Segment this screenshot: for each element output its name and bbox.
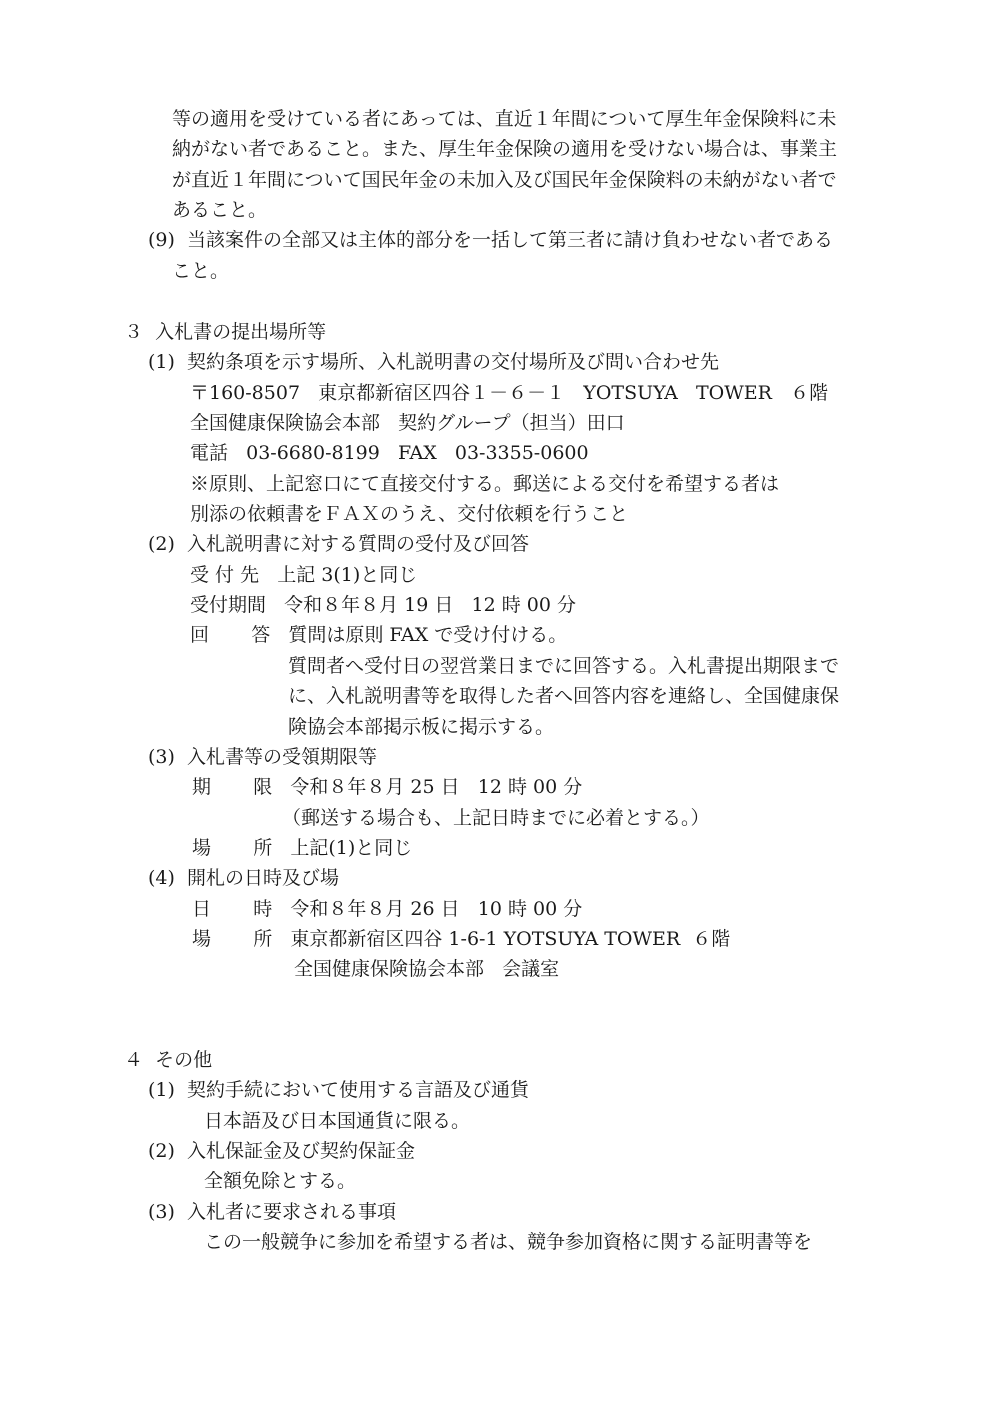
text-line: 受 付 先 上記 3(1)と同じ bbox=[190, 564, 418, 586]
text-line: (3) 入札者に要求される事項 bbox=[148, 1201, 396, 1223]
text-line: (9) 当該案件の全部又は主体的部分を一括して第三者に請け負わせない者である bbox=[148, 229, 833, 251]
text-line: 〒160-8507 東京都新宿区四谷１－６－１ YOTSUYA TOWER ６階 bbox=[190, 382, 829, 404]
text-line: あること。 bbox=[172, 199, 268, 221]
text-line: 日 時 令和８年８月 26 日 10 時 00 分 bbox=[192, 898, 583, 920]
text-line: (3) 入札書等の受領期限等 bbox=[148, 746, 377, 768]
text-line: (4) 開札の日時及び場 bbox=[148, 867, 339, 889]
text-line: 場 所 東京都新宿区四谷 1-6-1 YOTSUYA TOWER ６階 bbox=[192, 928, 731, 950]
text-line: (1) 契約条項を示す場所、入札説明書の交付場所及び問い合わせ先 bbox=[148, 351, 719, 373]
text-line: 受付期間 令和８年８月 19 日 12 時 00 分 bbox=[190, 594, 576, 616]
text-line: (1) 契約手続において使用する言語及び通貨 bbox=[148, 1079, 529, 1101]
text-line: ３ 入札書の提出場所等 bbox=[124, 321, 327, 343]
text-line: 全額免除とする。 bbox=[204, 1170, 357, 1192]
text-line: こと。 bbox=[172, 260, 230, 282]
text-line: この一般競争に参加を希望する者は、競争参加資格に関する証明書等を bbox=[204, 1231, 813, 1253]
text-line: 全国健康保険協会本部 会議室 bbox=[294, 958, 560, 980]
text-line: 日本語及び日本国通貨に限る。 bbox=[204, 1110, 471, 1132]
text-line: （郵送する場合も、上記日時までに必着とする。） bbox=[282, 807, 710, 829]
text-line: 全国健康保険協会本部 契約グループ（担当）田口 bbox=[190, 412, 625, 434]
text-line: (2) 入札説明書に対する質問の受付及び回答 bbox=[148, 533, 529, 555]
text-line: (2) 入札保証金及び契約保証金 bbox=[148, 1140, 415, 1162]
text-line: 電話 03-6680-8199 FAX 03-3355-0600 bbox=[190, 442, 589, 464]
text-line: 質問者へ受付日の翌営業日までに回答する。入札書提出期限まで bbox=[288, 655, 840, 677]
text-line: ４ その他 bbox=[124, 1049, 213, 1071]
text-line: 回 答 質問は原則 FAX で受け付ける。 bbox=[190, 624, 568, 646]
text-line: が直近１年間について国民年金の未加入及び国民年金保険料の未納がない者で bbox=[172, 169, 837, 191]
text-line: 別添の依頼書をＦＡＸのうえ、交付依頼を行うこと bbox=[190, 503, 629, 525]
text-line: 等の適用を受けている者にあっては、直近１年間について厚生年金保険料に未 bbox=[172, 108, 837, 130]
text-line: 場 所 上記(1)と同じ bbox=[192, 837, 413, 859]
text-line: ※原則、上記窓口にて直接交付する。郵送による交付を希望する者は bbox=[190, 473, 780, 495]
text-line: 険協会本部掲示板に掲示する。 bbox=[288, 716, 555, 738]
text-line: に、入札説明書等を取得した者へ回答内容を連絡し、全国健康保 bbox=[288, 685, 840, 707]
text-line: 期 限 令和８年８月 25 日 12 時 00 分 bbox=[192, 776, 583, 798]
text-line: 納がない者であること。また、厚生年金保険の適用を受けない場合は、事業主 bbox=[172, 138, 838, 160]
